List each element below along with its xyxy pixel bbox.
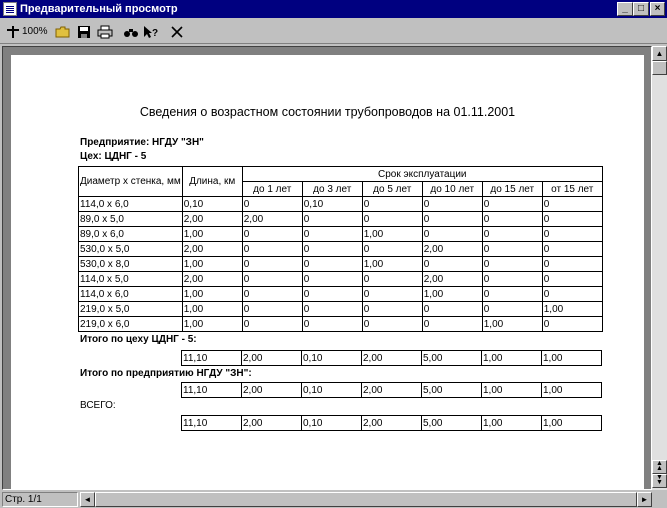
table-cell: 0 bbox=[302, 272, 362, 287]
page-indicator: Стр. 1/1 bbox=[2, 492, 78, 507]
total-cell: 1,00 bbox=[542, 351, 602, 366]
table-cell: 0 bbox=[422, 257, 482, 272]
workshop-label: Цех: ЦДНГ - 5 bbox=[80, 151, 147, 162]
total-workshop-label: Итого по цеху ЦДНГ - 5: bbox=[80, 334, 197, 345]
table-cell: 114,0 x 6,0 bbox=[79, 287, 183, 302]
window-title: Предварительный просмотр bbox=[20, 3, 178, 15]
table-cell: 0 bbox=[302, 302, 362, 317]
horizontal-scrollbar[interactable] bbox=[80, 492, 652, 507]
table-cell: 0 bbox=[542, 272, 602, 287]
table-cell: 1,00 bbox=[362, 227, 422, 242]
table-cell: 1,00 bbox=[182, 227, 242, 242]
table-cell: 0 bbox=[242, 317, 302, 332]
report-title: Сведения о возрастном состоянии трубопроводов на 01.11.2001 bbox=[139, 105, 516, 119]
scroll-left-icon[interactable]: ◄ bbox=[80, 492, 95, 507]
vertical-scrollbar[interactable] bbox=[652, 46, 667, 490]
table-cell: 0 bbox=[362, 197, 422, 212]
column-header-length: Длина, км bbox=[182, 167, 242, 197]
scroll-right-icon[interactable]: ► bbox=[637, 492, 652, 507]
total-cell: 2,00 bbox=[242, 351, 302, 366]
table-cell: 0 bbox=[302, 257, 362, 272]
table-cell: 0 bbox=[422, 302, 482, 317]
column-header-period: до 10 лет bbox=[422, 182, 482, 197]
table-cell: 2,00 bbox=[182, 242, 242, 257]
table-cell: 0 bbox=[542, 287, 602, 302]
svg-text:?: ? bbox=[152, 28, 159, 39]
table-cell: 0 bbox=[242, 257, 302, 272]
table-cell: 89,0 x 6,0 bbox=[79, 227, 183, 242]
column-header-service-life: Срок эксплуатации bbox=[242, 167, 602, 182]
total-cell: 1,00 bbox=[482, 351, 542, 366]
table-cell: 2,00 bbox=[242, 212, 302, 227]
horizontal-scroll-thumb[interactable] bbox=[95, 492, 637, 507]
table-cell: 530,0 x 8,0 bbox=[79, 257, 183, 272]
table-cell: 0 bbox=[422, 227, 482, 242]
table-cell: 0 bbox=[482, 257, 542, 272]
table-cell: 0 bbox=[542, 317, 602, 332]
table-cell: 0 bbox=[362, 302, 422, 317]
table-cell: 1,00 bbox=[482, 317, 542, 332]
table-cell: 0 bbox=[362, 317, 422, 332]
zoom-icon[interactable] bbox=[4, 23, 22, 41]
table-cell: 0 bbox=[482, 227, 542, 242]
total-cell: 2,00 bbox=[242, 383, 302, 398]
table-cell: 2,00 bbox=[182, 272, 242, 287]
table-cell: 0 bbox=[542, 242, 602, 257]
report-table-body bbox=[79, 197, 603, 332]
close-button[interactable]: × bbox=[650, 2, 665, 16]
total-enterprise-label: Итого по предприятию НГДУ "ЗН": bbox=[80, 368, 252, 379]
report-table bbox=[78, 166, 603, 332]
total-cell: 0,10 bbox=[302, 416, 362, 431]
table-cell: 1,00 bbox=[362, 257, 422, 272]
table-cell: 0,10 bbox=[302, 197, 362, 212]
table-cell: 1,00 bbox=[182, 317, 242, 332]
table-cell: 0 bbox=[242, 302, 302, 317]
total-cell: 11,10 bbox=[182, 416, 242, 431]
total-enterprise-row bbox=[181, 382, 602, 398]
table-cell: 0 bbox=[362, 242, 422, 257]
table-cell: 0 bbox=[362, 212, 422, 227]
total-cell: 1,00 bbox=[482, 383, 542, 398]
column-header-period: до 1 лет bbox=[242, 182, 302, 197]
status-bar bbox=[0, 491, 667, 508]
table-cell: 0 bbox=[482, 197, 542, 212]
table-cell: 0 bbox=[422, 317, 482, 332]
table-cell: 0 bbox=[302, 227, 362, 242]
table-cell: 0 bbox=[302, 317, 362, 332]
zoom-level[interactable]: 100% bbox=[22, 26, 48, 37]
table-row bbox=[79, 242, 603, 257]
table-cell: 0 bbox=[542, 212, 602, 227]
table-cell: 1,00 bbox=[182, 287, 242, 302]
table-cell: 0 bbox=[242, 287, 302, 302]
table-row bbox=[79, 227, 603, 242]
table-cell: 0 bbox=[362, 272, 422, 287]
table-cell: 1,00 bbox=[182, 302, 242, 317]
table-cell: 530,0 x 5,0 bbox=[79, 242, 183, 257]
table-cell: 0 bbox=[302, 287, 362, 302]
table-row bbox=[79, 287, 603, 302]
page-down-icon[interactable]: ▼ ▼ bbox=[652, 474, 667, 488]
table-cell: 0 bbox=[242, 197, 302, 212]
total-cell: 0,10 bbox=[302, 383, 362, 398]
total-cell: 2,00 bbox=[362, 351, 422, 366]
minimize-button[interactable]: _ bbox=[617, 2, 633, 16]
table-cell: 114,0 x 5,0 bbox=[79, 272, 183, 287]
total-cell: 1,00 bbox=[542, 383, 602, 398]
total-cell: 11,10 bbox=[182, 351, 242, 366]
table-cell: 0 bbox=[542, 257, 602, 272]
table-cell: 0 bbox=[542, 227, 602, 242]
close-icon[interactable] bbox=[168, 23, 186, 41]
table-cell: 0 bbox=[242, 227, 302, 242]
table-cell: 0 bbox=[302, 212, 362, 227]
table-cell: 114,0 x 6,0 bbox=[79, 197, 183, 212]
table-cell: 0 bbox=[482, 302, 542, 317]
total-cell: 5,00 bbox=[422, 383, 482, 398]
document-icon bbox=[3, 2, 17, 16]
print-icon[interactable] bbox=[96, 23, 114, 41]
table-row bbox=[79, 317, 603, 332]
table-cell: 89,0 x 5,0 bbox=[79, 212, 183, 227]
table-cell: 0 bbox=[422, 212, 482, 227]
table-cell: 0 bbox=[482, 272, 542, 287]
table-cell: 219,0 x 5,0 bbox=[79, 302, 183, 317]
total-cell: 2,00 bbox=[362, 383, 422, 398]
table-row bbox=[79, 257, 603, 272]
total-cell: 1,00 bbox=[482, 416, 542, 431]
table-cell: 0 bbox=[422, 197, 482, 212]
total-cell: 5,00 bbox=[422, 416, 482, 431]
table-cell: 219,0 x 6,0 bbox=[79, 317, 183, 332]
table-cell: 0 bbox=[362, 287, 422, 302]
table-cell: 1,00 bbox=[542, 302, 602, 317]
grand-total-label: ВСЕГО: bbox=[80, 400, 116, 411]
help-icon[interactable] bbox=[142, 23, 160, 41]
table-row bbox=[79, 212, 603, 227]
column-header-period: от 15 лет bbox=[542, 182, 602, 197]
table-row bbox=[79, 272, 603, 287]
column-header-diameter: Диаметр х стенка, мм bbox=[79, 167, 183, 197]
page-up-icon[interactable]: ▲ ▲ bbox=[652, 460, 667, 474]
table-cell: 0 bbox=[542, 197, 602, 212]
open-folder-icon[interactable] bbox=[54, 23, 72, 41]
save-icon[interactable] bbox=[75, 23, 93, 41]
toolbar bbox=[0, 20, 667, 44]
table-cell: 2,00 bbox=[422, 272, 482, 287]
report-page bbox=[11, 55, 644, 490]
table-cell: 2,00 bbox=[182, 212, 242, 227]
column-header-period: до 3 лет bbox=[302, 182, 362, 197]
restore-button[interactable]: □ bbox=[633, 2, 649, 16]
total-cell: 2,00 bbox=[242, 416, 302, 431]
table-cell: 0 bbox=[482, 242, 542, 257]
total-cell: 11,10 bbox=[182, 383, 242, 398]
table-cell: 0 bbox=[482, 287, 542, 302]
total-workshop-row bbox=[181, 350, 602, 366]
vertical-scroll-thumb[interactable] bbox=[652, 61, 667, 75]
table-cell: 0 bbox=[242, 242, 302, 257]
table-row bbox=[79, 197, 603, 212]
title-bar[interactable] bbox=[0, 0, 667, 18]
total-cell: 2,00 bbox=[362, 416, 422, 431]
table-cell: 0 bbox=[482, 212, 542, 227]
total-cell: 5,00 bbox=[422, 351, 482, 366]
preview-area[interactable] bbox=[2, 46, 652, 490]
total-cell: 1,00 bbox=[542, 416, 602, 431]
grand-total-row bbox=[181, 415, 602, 431]
table-cell: 0 bbox=[302, 242, 362, 257]
scroll-up-icon[interactable]: ▲ bbox=[652, 46, 667, 61]
column-header-period: до 5 лет bbox=[362, 182, 422, 197]
table-cell: 0 bbox=[242, 272, 302, 287]
total-cell: 0,10 bbox=[302, 351, 362, 366]
table-cell: 0,10 bbox=[182, 197, 242, 212]
table-row bbox=[79, 302, 603, 317]
table-cell: 1,00 bbox=[422, 287, 482, 302]
table-cell: 1,00 bbox=[182, 257, 242, 272]
enterprise-label: Предприятие: НГДУ "ЗН" bbox=[80, 137, 204, 148]
table-cell: 2,00 bbox=[422, 242, 482, 257]
find-icon[interactable] bbox=[122, 23, 140, 41]
column-header-period: до 15 лет bbox=[482, 182, 542, 197]
